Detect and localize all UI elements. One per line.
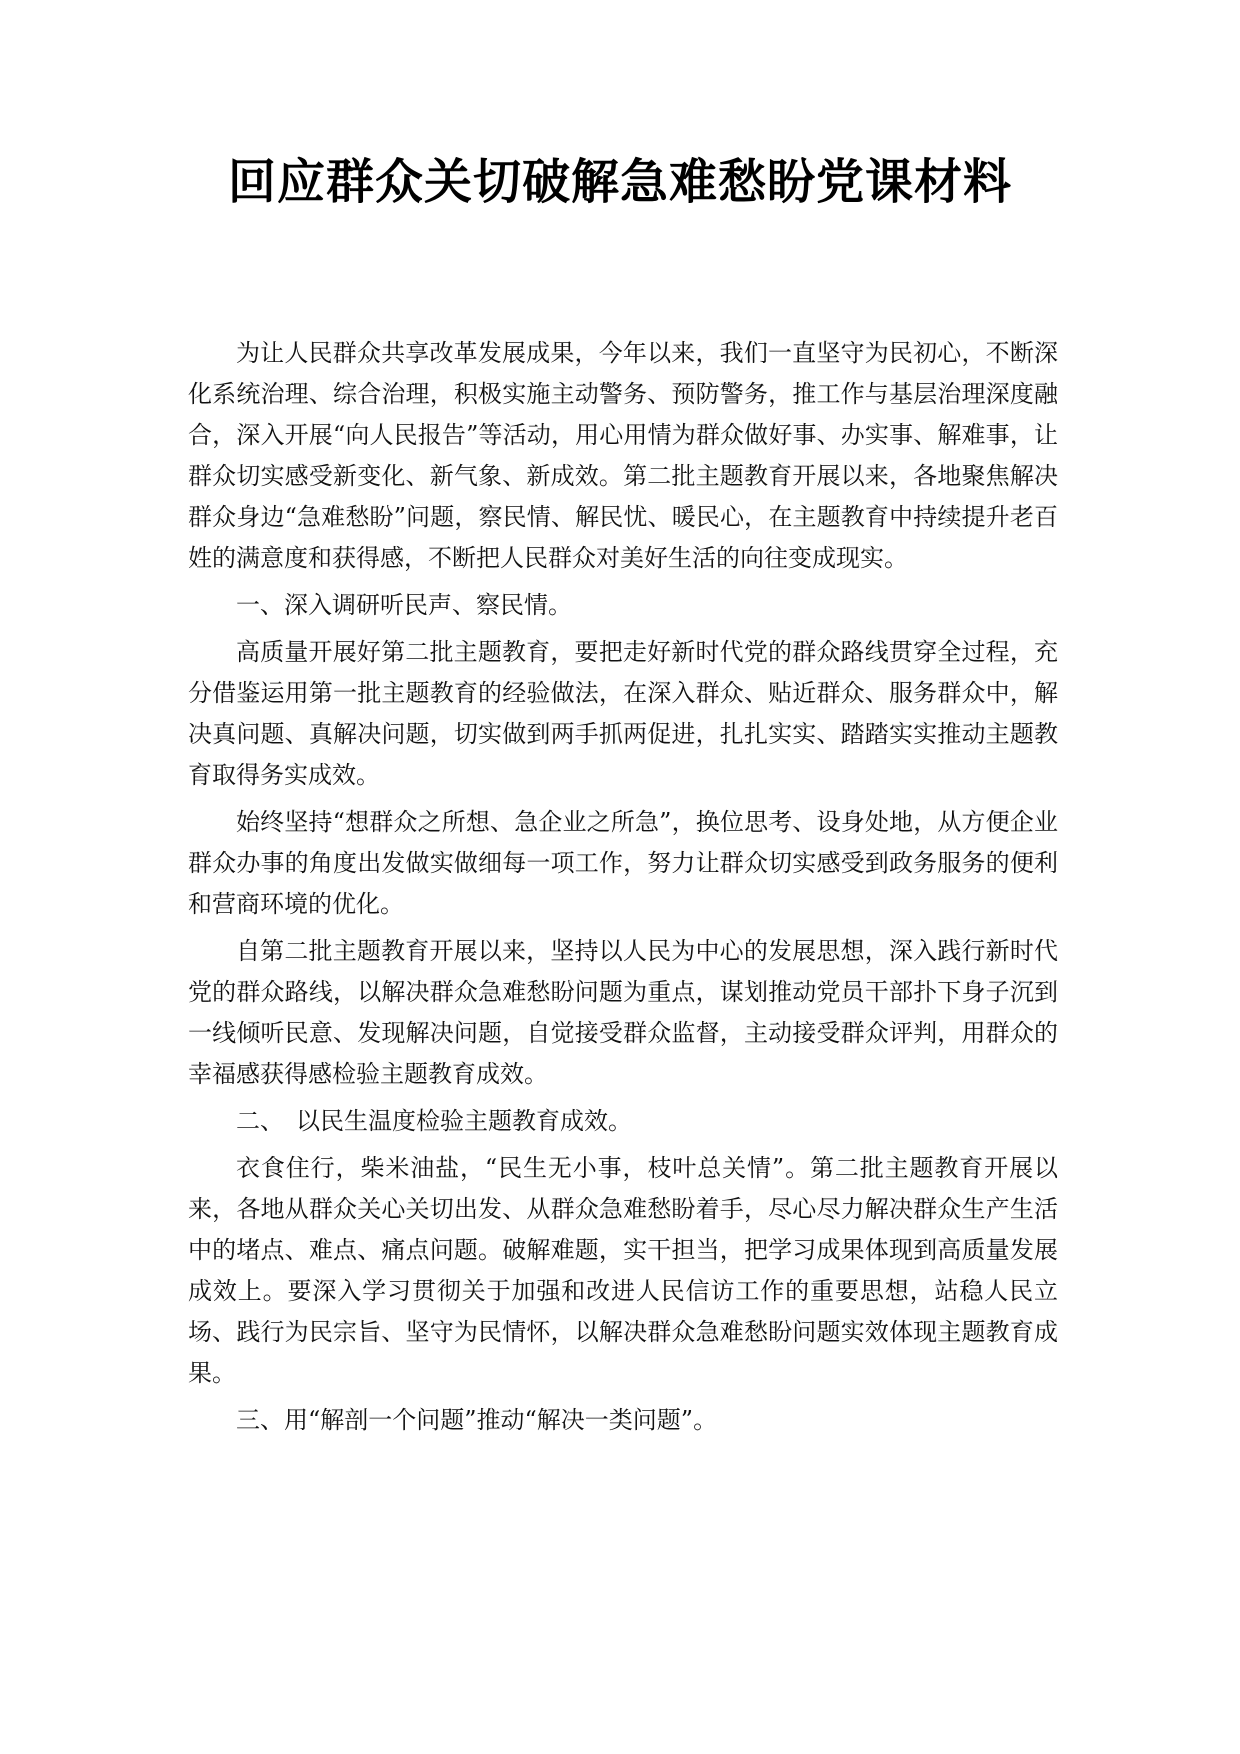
section-heading-3: 三、用“解剖一个问题”推动“解决一类问题”。 <box>236 1406 718 1434</box>
section-heading-1: 一、深入调研听民声、察民情。 <box>236 591 572 619</box>
paragraph-section1-a: 高质量开展好第二批主题教育，要把走好新时代党的群众路线贯穿全过程，充分借鉴运用第一批主题教育的经验做法，在深入群众、贴近群众、服务群众中，解决真问题、真解决问题，切实做到两手抓两促进，扎扎实实、踏踏实实推动主题教育取得务实成效。 <box>188 638 1058 789</box>
paragraph-section2-a: 衣食住行，柴米油盐，“民生无小事，枝叶总关情”。第二批主题教育开展以来，各地从群众关心关切出发、从群众急难愁盼着手，尽心尽力解决群众生产生活中的堵点、难点、痛点问题。破解难题，实干担当，把学习成果体现到高质量发展成效上。要深入学习贯彻关于加强和改进人民信访工作的重要思想，站稳人民立场、践行为民宗旨、坚守为民情怀，以解决群众急难愁盼问题实效体现主题教育成果。 <box>188 1154 1058 1387</box>
section-heading-2: 二、 以民生温度检验主题教育成效。 <box>236 1107 632 1135</box>
paragraph-section1-b: 始终坚持“想群众之所想、急企业之所急”，换位思考、设身处地，从方便企业群众办事的角度出发做实做细每一项工作，努力让群众切实感受到政务服务的便利和营商环境的优化。 <box>188 808 1058 918</box>
document-body <box>188 333 1058 1447</box>
paragraph-section1-c: 自第二批主题教育开展以来，坚持以人民为中心的发展思想，深入践行新时代党的群众路线，以解决群众急难愁盼问题为重点，谋划推动党员干部扑下身子沉到一线倾听民意、发现解决问题，自觉接受群众监督，主动接受群众评判，用群众的幸福感获得感检验主题教育成效。 <box>188 937 1058 1088</box>
document-title: 回应群众关切破解急难愁盼党课材料 <box>227 154 1012 210</box>
paragraph-intro: 为让人民群众共享改革发展成果，今年以来，我们一直坚守为民初心，不断深化系统治理、综合治理，积极实施主动警务、预防警务，推工作与基层治理深度融合，深入开展“向人民报告”等活动，用心用情为群众做好事、办实事、解难事，让群众切实感受新变化、新气象、新成效。第二批主题教育开展以来，各地聚焦解决群众身边“急难愁盼”问题，察民情、解民忧、暖民心，在主题教育中持续提升老百姓的满意度和获得感，不断把人民群众对美好生活的向往变成现实。 <box>188 339 1058 572</box>
